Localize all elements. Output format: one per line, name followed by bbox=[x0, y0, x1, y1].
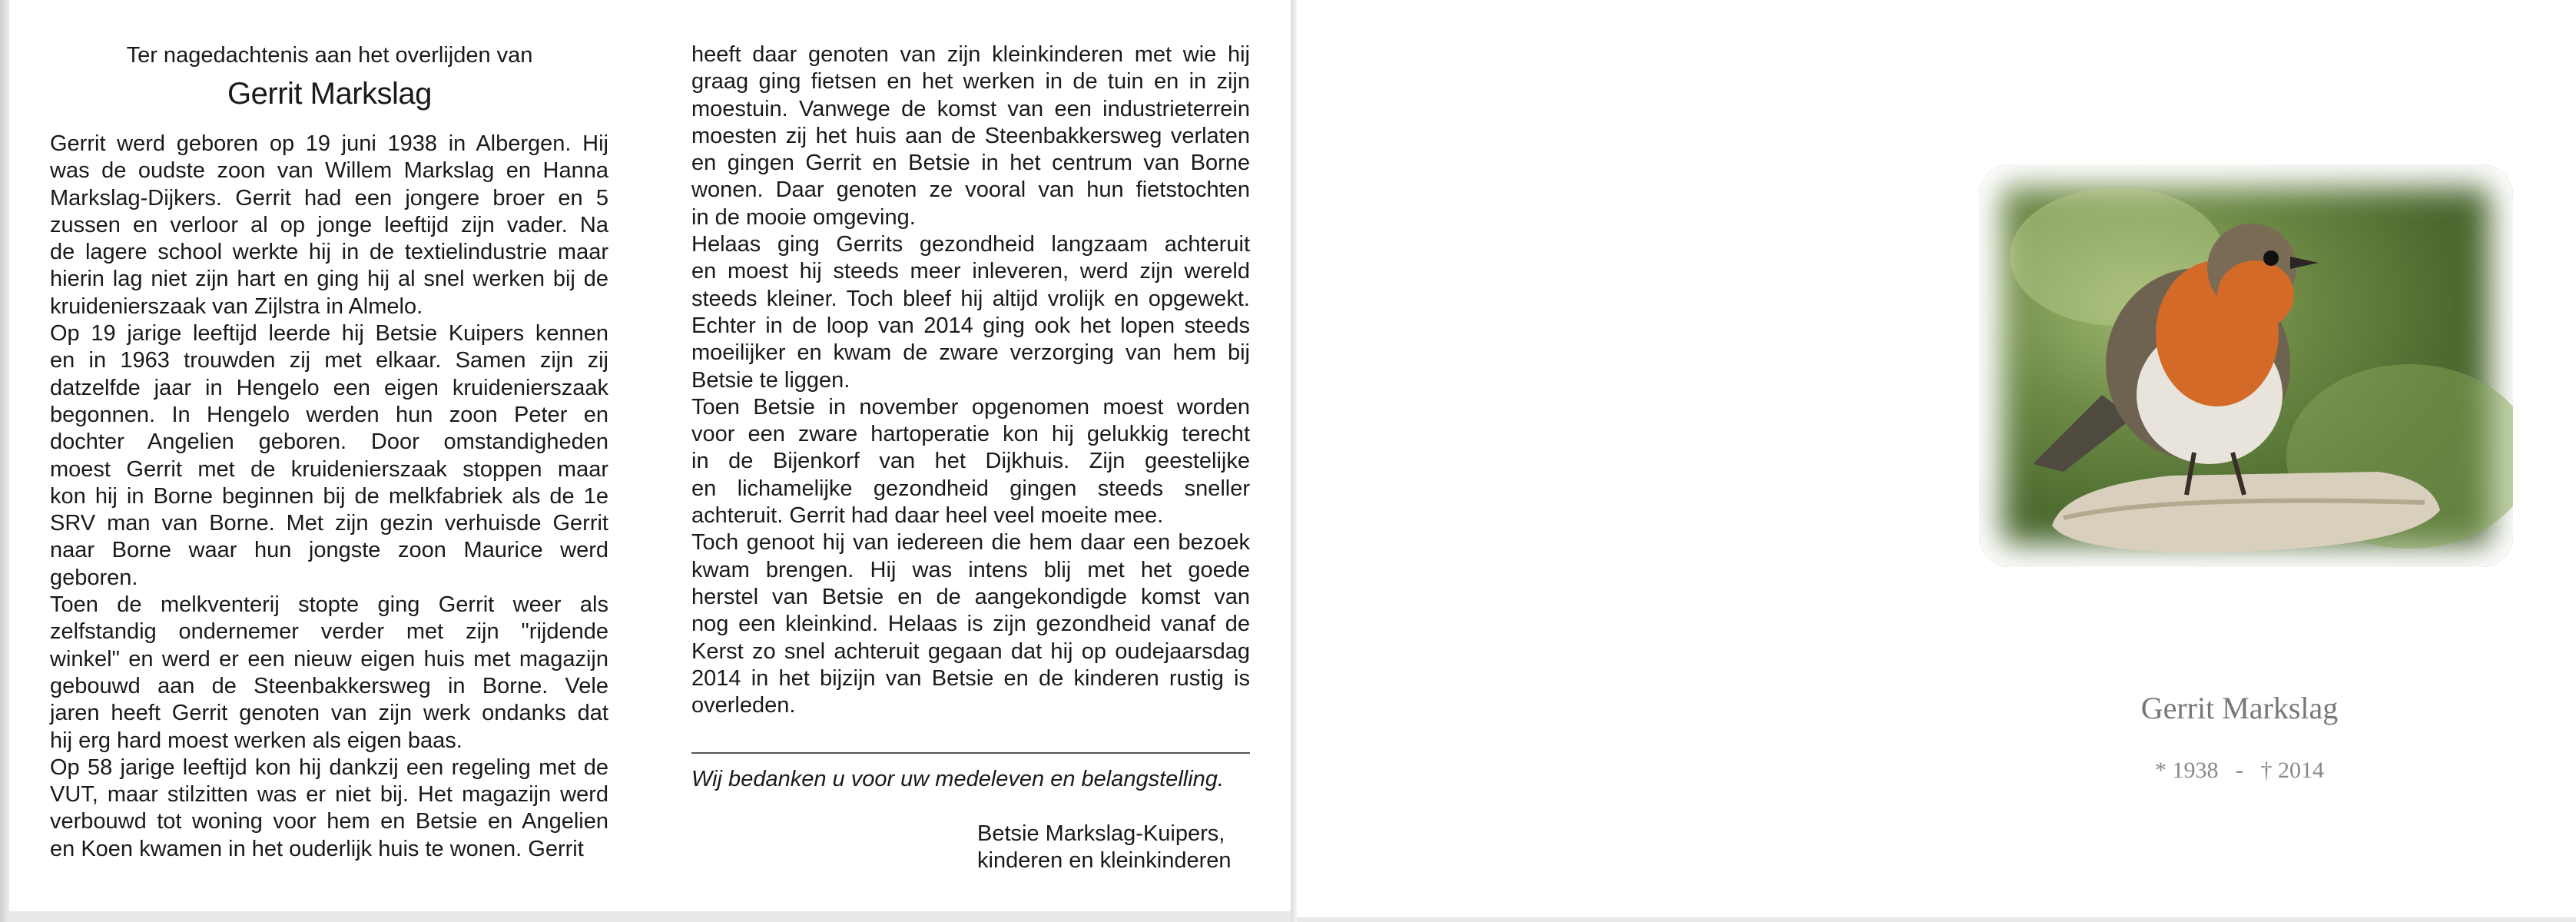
text-line bbox=[50, 266, 608, 293]
text-line-content: en moest hij steeds meer inleveren, werd zijn wereld bbox=[691, 259, 1250, 284]
text-line bbox=[50, 185, 608, 212]
text-line-content: Toen de melkventerij stopte ging Gerrit weer als bbox=[50, 592, 608, 618]
text-line-content: heeft daar genoten van zijn kleinkinderen met wie hij bbox=[691, 42, 1250, 67]
text-line-content: en gingen Gerrit en Betsie in het centrum van Borne bbox=[691, 151, 1250, 176]
text-line bbox=[691, 394, 1250, 421]
text-line bbox=[50, 131, 608, 158]
text-line bbox=[691, 421, 1250, 448]
text-line bbox=[50, 429, 608, 456]
text-line-content: wonen. Daar genoten ze vooral van hun fietstochten bbox=[691, 177, 1250, 203]
text-line-content: dochter Angelien geboren. Door omstandigheden bbox=[50, 429, 608, 455]
text-line bbox=[50, 592, 608, 619]
text-line bbox=[50, 320, 608, 347]
text-line bbox=[691, 68, 1250, 95]
text-line-content: Kerst zo snel achteruit gegaan dat hij op oudejaarsdag bbox=[691, 638, 1250, 664]
robin-photo bbox=[1979, 164, 2513, 567]
text-line bbox=[50, 402, 608, 429]
biography-column-middle bbox=[691, 41, 1250, 719]
text-line-content: nog een kleinkind. Helaas is zijn gezondheid vanaf de bbox=[691, 612, 1250, 637]
card-edge bbox=[0, 0, 9, 922]
text-line bbox=[50, 347, 608, 374]
text-line-content: in de mooie omgeving. bbox=[691, 204, 916, 230]
text-line-content: en in 1963 trouwden zij met elkaar. Samen zijn zij bbox=[50, 348, 608, 373]
text-line bbox=[691, 286, 1250, 313]
text-line bbox=[50, 375, 608, 402]
text-line bbox=[50, 646, 608, 673]
text-line-content: kon hij in Borne beginnen bij de melkfabriek als de 1e bbox=[50, 483, 608, 509]
text-line-content: Markslag-Dijkers. Gerrit had een jongere broer en 5 bbox=[50, 185, 608, 211]
text-line-content: kwam brengen. Hij was intens blij met het goede bbox=[691, 557, 1250, 582]
text-line bbox=[691, 340, 1250, 366]
text-line-content: achteruit. Gerrit had daar heel veel moeite mee. bbox=[691, 503, 1164, 529]
text-line-content: zelfstandig ondernemer verder met zijn "rijdende bbox=[50, 619, 608, 645]
text-line-content: 2014 in het bijzijn van Betsie en de kinderen rustig is bbox=[691, 665, 1250, 691]
text-line bbox=[691, 150, 1250, 177]
text-line bbox=[691, 557, 1250, 584]
divider bbox=[691, 752, 1250, 754]
text-line-content: kruidenierszaak van Zijlstra in Almelo. bbox=[50, 294, 423, 319]
text-line bbox=[50, 673, 608, 700]
text-line bbox=[50, 755, 608, 781]
text-line bbox=[50, 700, 608, 727]
text-line bbox=[50, 294, 608, 320]
text-line-content: steeds kleiner. Toch bleef hij altijd vrolijk en opgewekt. bbox=[691, 286, 1250, 311]
text-line-content: graag ging fietsen en het werken in de tuin en in zijn bbox=[691, 69, 1250, 95]
text-line-content: Op 19 jarige leeftijd leerde hij Betsie Kuipers kennen bbox=[50, 321, 608, 347]
text-line bbox=[691, 502, 1250, 529]
text-line-content: herstel van Betsie en de aangekondigde komst van bbox=[691, 584, 1250, 609]
text-line-content: was de oudste zoon van Willem Markslag en Hanna bbox=[50, 158, 608, 184]
text-line-content: winkel" en werd er een nieuw eigen huis met magazijn bbox=[50, 646, 608, 672]
text-line-content: Toch genoot hij van iedereen die hem daar een bezoek bbox=[691, 530, 1250, 556]
thanks-note: Wij bedanken u voor uw medeleven en belangstelling. bbox=[691, 767, 1224, 791]
text-line bbox=[691, 584, 1250, 611]
text-line-content: begonnen. In Hengelo werden hun zoon Peter en bbox=[50, 402, 608, 427]
text-line bbox=[50, 836, 608, 863]
text-line-content: moest Gerrit met de kruidenierszaak stoppen maar bbox=[50, 456, 608, 482]
text-line bbox=[50, 456, 608, 483]
text-line-content: hij erg hard moest werken als eigen baas. bbox=[50, 728, 462, 753]
card-fold bbox=[1291, 0, 1297, 922]
text-line bbox=[50, 510, 608, 537]
text-line-content: naar Borne waar hun jongste zoon Maurice werd bbox=[50, 538, 608, 563]
text-line-content: VUT, maar stilzitten was er niet bij. Het magazijn werd bbox=[50, 782, 608, 808]
text-line-content: verbouwd tot woning voor hem en Betsie en Angelien bbox=[50, 809, 608, 834]
text-line-content: moeilijker en kwam de zware verzorging van hem bij bbox=[691, 340, 1250, 366]
text-line bbox=[50, 239, 608, 266]
text-line bbox=[50, 483, 608, 510]
life-dates: * 1938 - † 2014 bbox=[2155, 758, 2324, 783]
text-line bbox=[691, 529, 1250, 556]
deceased-name-heading: Gerrit Markslag bbox=[227, 77, 432, 111]
text-line-content: Gerrit werd geboren op 19 juni 1938 in Albergen. Hij bbox=[50, 131, 608, 156]
text-line-content: hierin lag niet zijn hart en ging hij al snel werken bij de bbox=[50, 267, 608, 292]
text-line bbox=[50, 537, 608, 564]
text-line bbox=[691, 692, 1250, 719]
text-line-content: datzelfde jaar in Hengelo een eigen kruidenierszaak bbox=[50, 375, 608, 400]
text-line-content: Toen Betsie in november opgenomen moest worden bbox=[691, 394, 1250, 420]
text-line-content: en Koen kwamen in het ouderlijk huis te wonen. Gerrit bbox=[50, 836, 584, 861]
text-line-content: gebouwd aan de Steenbakkersweg in Borne. Vele bbox=[50, 673, 608, 698]
signature-line: Betsie Markslag-Kuipers, bbox=[977, 821, 1225, 846]
text-line-content: geboren. bbox=[50, 565, 138, 590]
text-line bbox=[50, 565, 608, 592]
text-line bbox=[50, 808, 608, 835]
text-line bbox=[691, 123, 1250, 150]
text-line-content: en lichamelijke gezondheid gingen steeds sneller bbox=[691, 476, 1250, 501]
text-line-content: SRV man van Borne. Met zijn gezin verhuisde Gerrit bbox=[50, 511, 608, 536]
text-line-content: Helaas ging Gerrits gezondheid langzaam achteruit bbox=[691, 232, 1250, 257]
text-line-content: moestuin. Vanwege de komst van een industrieterrein bbox=[691, 96, 1250, 121]
text-line-content: zussen en verloor al op jonge leeftijd zijn vader. Na bbox=[50, 212, 608, 237]
biography-column-left bbox=[50, 131, 608, 863]
text-line bbox=[691, 448, 1250, 475]
text-line bbox=[50, 212, 608, 239]
memorial-intro: Ter nagedachtenis aan het overlijden van bbox=[126, 43, 533, 68]
text-line-content: overleden. bbox=[691, 693, 796, 718]
text-line bbox=[50, 781, 608, 808]
text-line bbox=[691, 204, 1250, 231]
text-line bbox=[691, 41, 1250, 68]
signature bbox=[977, 821, 1232, 874]
signature-line: kinderen en kleinkinderen bbox=[977, 848, 1232, 873]
text-line-content: moesten zij het huis aan de Steenbakkersweg verlaten bbox=[691, 123, 1250, 148]
text-line-content: Op 58 jarige leeftijd kon hij dankzij een regeling met de bbox=[50, 755, 608, 780]
text-line bbox=[691, 177, 1250, 204]
text-line-content: in de Bijenkorf van het Dijkhuis. Zijn geestelijke bbox=[691, 449, 1250, 474]
robin-bird-image bbox=[1979, 164, 2513, 567]
text-line-content: Echter in de loop van 2014 ging ook het lopen steeds bbox=[691, 313, 1250, 338]
text-line-content: Betsie te liggen. bbox=[691, 367, 850, 393]
text-line bbox=[50, 619, 608, 645]
text-line bbox=[691, 665, 1250, 692]
text-line-content: jaren heeft Gerrit genoten van zijn werk ondanks dat bbox=[50, 701, 608, 726]
text-line bbox=[50, 728, 608, 755]
text-line bbox=[691, 313, 1250, 340]
text-line bbox=[691, 476, 1250, 502]
text-line-content: de lagere school werkte hij in de textielindustrie maar bbox=[50, 240, 608, 265]
text-line bbox=[691, 231, 1250, 258]
text-line bbox=[50, 158, 608, 184]
text-line bbox=[691, 638, 1250, 665]
text-line bbox=[691, 96, 1250, 123]
text-line-content: voor een zware hartoperatie kon hij gelukkig terecht bbox=[691, 422, 1250, 447]
front-name: Gerrit Markslag bbox=[2140, 691, 2339, 725]
text-line bbox=[691, 258, 1250, 285]
text-line bbox=[691, 611, 1250, 638]
text-line bbox=[691, 367, 1250, 394]
